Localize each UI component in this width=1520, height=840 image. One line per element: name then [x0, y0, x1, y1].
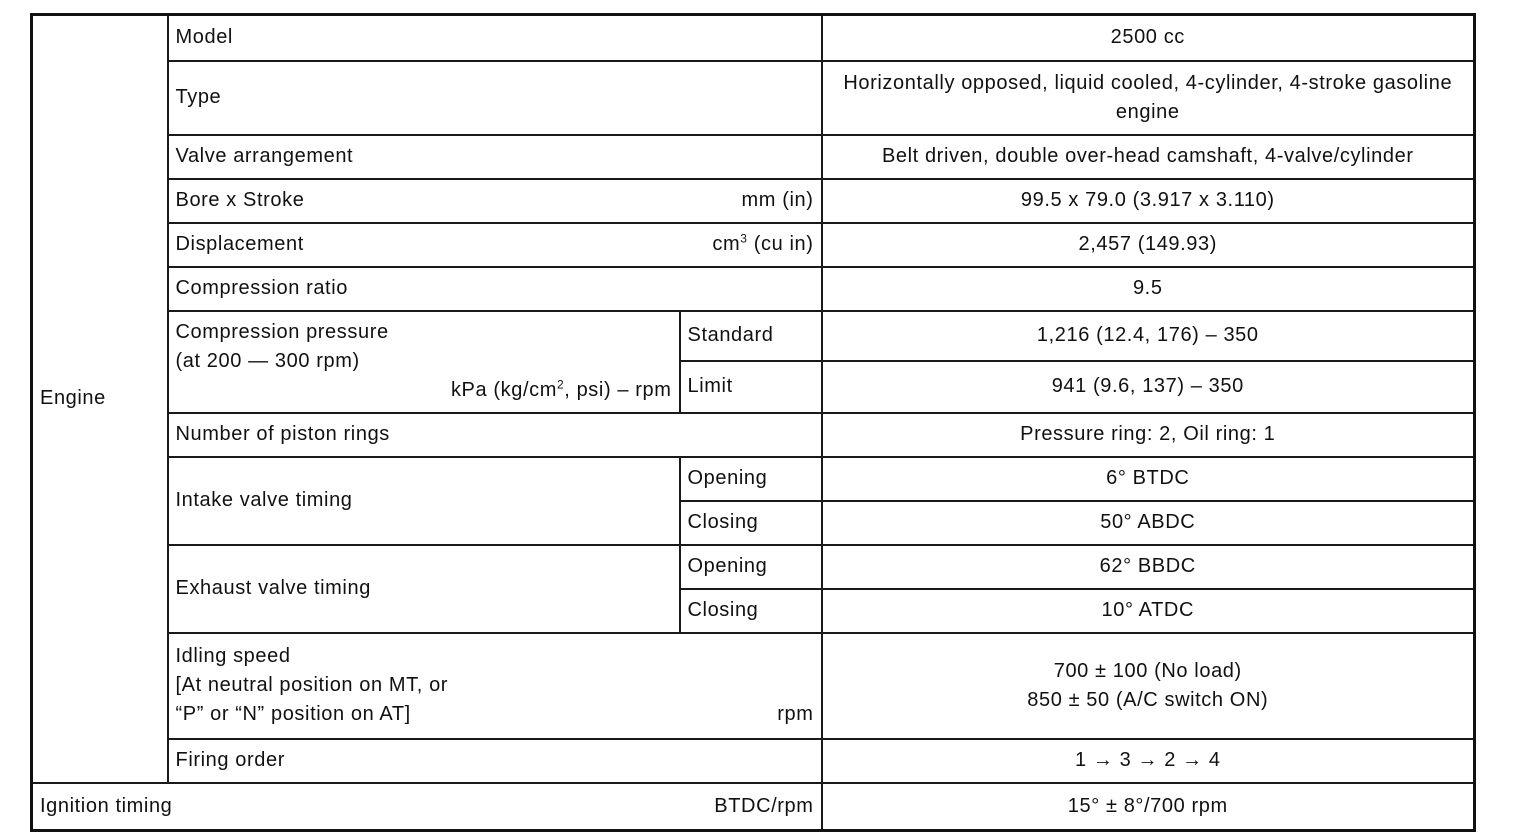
- table-row-bore-stroke: [32, 179, 1475, 223]
- intake-closing-value: 50° ABDC: [822, 501, 1475, 545]
- compression-ratio-label: Compression ratio: [168, 267, 822, 311]
- model-label: Model: [168, 15, 822, 61]
- exhaust-closing-label: Closing: [680, 589, 822, 633]
- table-row-compression-ratio: [32, 267, 1475, 311]
- firing-order-label: Firing order: [168, 739, 822, 783]
- table-row-valve-arrangement: [32, 135, 1475, 179]
- ignition-timing-label: Ignition timing: [40, 794, 173, 817]
- displacement-value: 2,457 (149.93): [822, 223, 1475, 267]
- compression-standard-value: 1,216 (12.4, 176) – 350: [822, 311, 1475, 361]
- table-row-model: [32, 15, 1475, 61]
- bore-stroke-value: 99.5 x 79.0 (3.917 x 3.110): [822, 179, 1475, 223]
- table-row-compression-standard: [32, 311, 1475, 361]
- compression-ratio-value: 9.5: [822, 267, 1475, 311]
- valve-arrangement-label: Valve arrangement: [168, 135, 822, 179]
- displacement-label: Displacement: [175, 233, 304, 255]
- firing-order-value: 1 → 3 → 2 → 4: [822, 739, 1475, 783]
- table-row-ignition-timing: [32, 783, 1475, 831]
- table-row-idling-speed: [32, 633, 1475, 739]
- engine-spec-table: [30, 13, 1476, 832]
- compression-pressure-unit: kPa ($kg/cm^2$, psi) – rpm: [450, 376, 672, 401]
- table-row-exhaust-opening: [32, 545, 1475, 589]
- idling-speed-unit: rpm: [777, 703, 814, 725]
- valve-arrangement-value: Belt driven, double over-head camshaft, 4-valve/cylinder: [822, 135, 1475, 179]
- idling-speed-value-ac-on: 850 ± 50 (A/C switch ON): [1027, 688, 1269, 711]
- intake-closing-label: Closing: [680, 501, 822, 545]
- piston-rings-value: Pressure ring: 2, Oil ring: 1: [822, 413, 1475, 457]
- exhaust-timing-label: Exhaust valve timing: [168, 545, 680, 633]
- displacement-unit: $cm^3$ (cu in): [712, 231, 814, 255]
- bore-stroke-label: Bore x Stroke: [175, 189, 305, 211]
- type-value: Horizontally opposed, liquid cooled, 4-cylinder, 4-stroke gasoline engine: [822, 61, 1475, 135]
- engine-group-label: Engine: [32, 15, 168, 783]
- bore-stroke-unit: mm (in): [741, 189, 814, 211]
- type-label: Type: [168, 61, 822, 135]
- compression-pressure-condition: (at 200 — 300 rpm): [175, 349, 360, 372]
- compression-pressure-label-cell: [168, 311, 680, 413]
- ignition-timing-cell: [32, 783, 822, 831]
- table-row-firing-order: [32, 739, 1475, 783]
- compression-limit-value: 941 (9.6, 137) – 350: [822, 361, 1475, 413]
- displacement-cell: [168, 223, 822, 267]
- intake-timing-label: Intake valve timing: [168, 457, 680, 545]
- ignition-timing-value: 15° ± 8°/700 rpm: [822, 783, 1475, 831]
- idling-speed-condition-2: “P” or “N” position on AT]: [175, 703, 411, 725]
- bore-stroke-cell: [168, 179, 822, 223]
- intake-opening-label: Opening: [680, 457, 822, 501]
- idling-speed-value-no-load: 700 ± 100 (No load): [1053, 659, 1242, 682]
- table-row-piston-rings: [32, 413, 1475, 457]
- exhaust-closing-value: 10° ATDC: [822, 589, 1475, 633]
- compression-limit-label: Limit: [680, 361, 822, 413]
- compression-standard-label: Standard: [680, 311, 822, 361]
- table-row-type: [32, 61, 1475, 135]
- model-value: 2500 cc: [822, 15, 1475, 61]
- idling-speed-value-cell: [822, 633, 1475, 739]
- intake-opening-value: 6° BTDC: [822, 457, 1475, 501]
- exhaust-opening-value: 62° BBDC: [822, 545, 1475, 589]
- table-row-displacement: [32, 223, 1475, 267]
- idling-speed-condition: [At neutral position on MT, or: [175, 674, 449, 696]
- exhaust-opening-label: Opening: [680, 545, 822, 589]
- compression-pressure-label: Compression pressure: [175, 320, 389, 343]
- idling-speed-label: Idling speed: [175, 645, 291, 667]
- ignition-timing-unit: BTDC/rpm: [714, 794, 814, 817]
- table-row-intake-opening: [32, 457, 1475, 501]
- piston-rings-label: Number of piston rings: [168, 413, 822, 457]
- idling-speed-cell: [168, 633, 822, 739]
